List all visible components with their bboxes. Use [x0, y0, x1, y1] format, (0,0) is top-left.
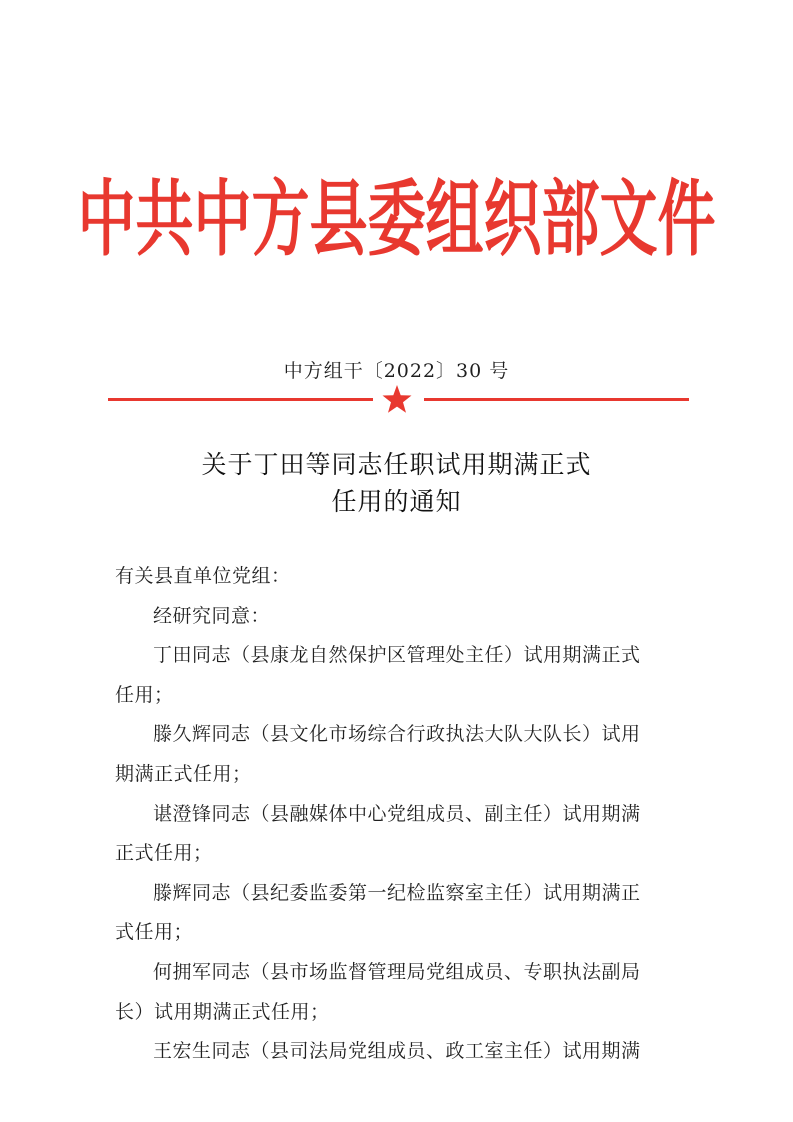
red-divider-right: [424, 398, 689, 401]
document-masthead: 中共中方县委组织部文件: [77, 170, 716, 268]
notice-body: [115, 557, 680, 1072]
body-line: 任用；: [115, 683, 174, 706]
body-line: 谌澄锋同志（县融媒体中心党组成员、副主任）试用期满: [153, 802, 641, 825]
red-star-icon: [381, 384, 413, 414]
body-line: 经研究同意：: [153, 604, 271, 627]
body-line: 滕久辉同志（县文化市场综合行政执法大队大队长）试用: [153, 723, 641, 746]
body-line: 长）试用期满正式任用；: [115, 1000, 330, 1023]
body-line: 丁田同志（县康龙自然保护区管理处主任）试用期满正式: [153, 644, 641, 667]
body-line: 正式任用；: [115, 842, 213, 865]
red-divider-left: [108, 398, 373, 401]
body-line: 期满正式任用；: [115, 762, 252, 785]
body-line: 何拥军同志（县市场监督管理局党组成员、专职执法副局: [153, 960, 641, 983]
body-paragraphs: [115, 597, 680, 1072]
body-line: 王宏生同志（县司法局党组成员、政工室主任）试用期满: [153, 1040, 641, 1063]
document-number: 中方组干〔2022〕30 号: [283, 360, 510, 382]
body-line: 式任用；: [115, 921, 194, 944]
body-line: 滕辉同志（县纪委监委第一纪检监察室主任）试用期满正: [153, 881, 641, 904]
notice-title-line-1: 关于丁田等同志任职试用期满正式: [201, 450, 592, 479]
notice-title-line-2: 任用的通知: [331, 487, 462, 516]
salutation: 有关县直单位党组：: [115, 565, 291, 587]
